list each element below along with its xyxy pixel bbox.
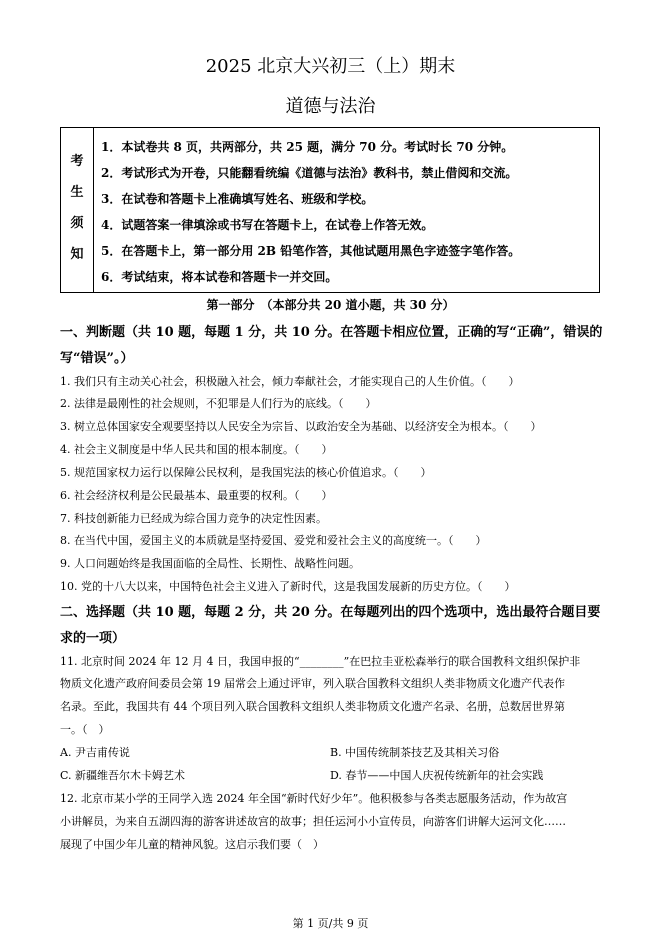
judgement-question: 3. 树立总体国家安全观要坚持以人民安全为宗旨、以政治安全为基础、以经济安全为根本。（ ） bbox=[60, 420, 542, 433]
notice-rule: 4．试题答案一律填涂或书写在答题卡上，在试卷上作答无效。 bbox=[101, 218, 434, 232]
notice-rule: 3．在试卷和答题卡上准确填写姓名、班级和学校。 bbox=[101, 192, 374, 206]
exam-notice-box bbox=[60, 127, 600, 293]
option-d: D. 春节——中国人庆祝传统新年的社会实践 bbox=[330, 769, 544, 782]
notice-rule: 5．在答题卡上，第一部分用 2B 铅笔作答，其他试题用黑色字迹签字笔作答。 bbox=[101, 244, 521, 258]
section-one-heading-cont: 写“错误”。） bbox=[60, 351, 134, 366]
judgement-question: 2. 法律是最刚性的社会规则，不犯罪是人们行为的底线。（ ） bbox=[60, 397, 377, 410]
question-11-text: 名录。至此，我国共有 44 个项目列入联合国教科文组织人类非物质文化遗产名录、名册，总数居世界第 bbox=[60, 700, 565, 713]
section-two-heading: 二、选择题（共 10 题，每题 2 分，共 20 分。在每题列出的四个选项中，选出最符合题目要 bbox=[60, 605, 601, 620]
option-a: A. 尹吉甫传说 bbox=[60, 746, 130, 759]
judgement-question: 8. 在当代中国，爱国主义的本质就是坚持爱国、爱党和爱社会主义的高度统一。（ ） bbox=[60, 534, 487, 547]
notice-label-column bbox=[61, 128, 94, 292]
question-12-text: 展现了中国少年儿童的精神风貌。这启示我们要（ ） bbox=[60, 838, 324, 851]
judgement-question: 5. 规范国家权力运行以保障公民权利，是我国宪法的核心价值追求。（ ） bbox=[60, 466, 432, 479]
option-b: B. 中国传统制茶技艺及其相关习俗 bbox=[330, 746, 500, 759]
judgement-question: 9. 人口问题始终是我国面临的全局性、长期性、战略性问题。 bbox=[60, 557, 360, 570]
question-11-text: 物质文化遗产政府间委员会第 19 届常会上通过评审，列入联合国教科文组织人类非物质文化遗产代表作 bbox=[60, 677, 565, 690]
exam-title: 2025 北京大兴初三（上）期末 bbox=[205, 56, 456, 77]
notice-label-char: 须 bbox=[70, 216, 84, 231]
judgement-question: 1. 我们只有主动关心社会，积极融入社会，倾力奉献社会，才能实现自己的人生价值。（ ） bbox=[60, 375, 520, 388]
notice-label-char: 考 bbox=[70, 154, 84, 169]
notice-label-char: 生 bbox=[70, 185, 84, 200]
question-11-text: 一。（ ） bbox=[60, 723, 110, 736]
notice-rule: 2．考试形式为开卷，只能翻看统编《道德与法治》教科书，禁止借阅和交流。 bbox=[101, 166, 518, 180]
question-12-text: 小讲解员，为来自五湖四海的游客讲述故宫的故事；担任运河小小宣传员，向游客们讲解大运河文化…… bbox=[60, 815, 566, 828]
question-11-text: 11. 北京时间 2024 年 12 月 4 日，我国申报的“________”在巴拉圭亚松森举行的联合国教科文组织保护非 bbox=[60, 655, 581, 668]
judgement-question: 4. 社会主义制度是中华人民共和国的根本制度。（ ） bbox=[60, 443, 333, 456]
notice-label-char: 知 bbox=[70, 247, 84, 262]
option-c: C. 新疆维吾尔木卡姆艺术 bbox=[60, 769, 186, 782]
subject-title: 道德与法治 bbox=[285, 96, 376, 117]
part-one-heading: 第一部分 （本部分共 20 道小题，共 30 分） bbox=[206, 298, 455, 312]
judgement-question: 6. 社会经济权利是公民最基本、最重要的权利。（ ） bbox=[60, 489, 333, 502]
section-one-heading: 一、判断题（共 10 题，每题 1 分，共 10 分。在答题卡相应位置，正确的写“正确”，错误的 bbox=[60, 325, 603, 340]
judgement-question: 10. 党的十八大以来，中国特色社会主义进入了新时代，这是我国发展新的历史方位。（ ） bbox=[60, 580, 516, 593]
notice-rule: 6．考试结束，将本试卷和答题卡一并交回。 bbox=[101, 270, 338, 284]
judgement-question: 7. 科技创新能力已经成为综合国力竞争的决定性因素。 bbox=[60, 512, 327, 525]
section-two-heading-cont: 求的一项） bbox=[60, 631, 126, 646]
page-footer: 第 1 页/共 9 页 bbox=[292, 917, 369, 930]
notice-rule: 1．本试卷共 8 页，共两部分，共 25 题，满分 70 分。考试时长 70 分钟。 bbox=[101, 140, 514, 154]
question-12-text: 12. 北京市某小学的王同学入选 2024 年全国“新时代好少年”。他积极参与各类志愿服务活动，作为故宫 bbox=[60, 792, 568, 805]
